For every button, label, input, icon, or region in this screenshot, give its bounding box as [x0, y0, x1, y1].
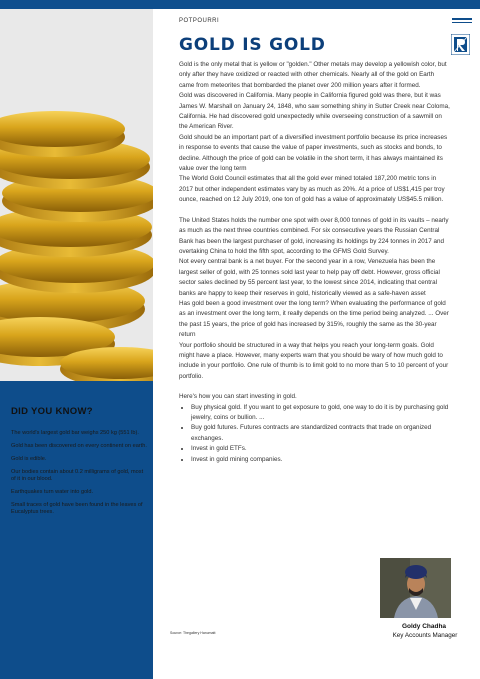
paragraph-gap [179, 206, 451, 216]
paragraph-gap [179, 382, 451, 392]
article-body [179, 60, 451, 465]
author-role: Key Accounts Manager [392, 632, 458, 639]
fact-item: Earthquakes turn water into gold. [11, 488, 94, 495]
fact-item: Gold is edible. [11, 456, 47, 463]
paragraph: The World Gold Council estimates that all the gold ever mined totaled 187,200 metric tons in 2017 but other independent estimates vary by as much as 20%. At a price of US$1,415 per troy ounce, reached on 12 July 2019, one ton of gold has a value of approximately US$45.5 million. [179, 175, 445, 204]
page-title: GOLD IS GOLD [179, 35, 326, 55]
investment-list [179, 403, 451, 465]
did-you-know-list [11, 430, 147, 522]
paragraph: Gold is the only metal that is yellow or "golden." Other metals may develop a yellowish color, but only after they have oxidized or reacted with other chemicals. Nearly all of the gold on Earth came from meteorites that bombarded the planet over 200 million years after it formed. [179, 61, 447, 89]
did-you-know-heading: DID YOU KNOW? [11, 406, 93, 417]
paragraph: Your portfolio should be structured in a way that helps you reach your long-term goals. Gold might have a place. However, many experts warn that you should be wary of how much gold to include in your portfolio. One rule of thumb is to limit gold to no more than 5 to 10 percent of your portfolio. [179, 341, 449, 380]
list-item: • Invest in gold mining companies. [191, 455, 451, 465]
left-column [0, 9, 153, 679]
did-you-know-panel [0, 381, 153, 679]
paragraph: Gold was discovered in California. Many people in California figured gold was there, but it was James W. Marshall on January 24, 1848, who saw something shiny in Sutter Creek near Coloma, California. He had discovered gold unexpectedly while overseeing construction of a sawmill on the American River. [179, 92, 450, 131]
paragraph: Has gold been a good investment over the long term? When evaluating the performance of gold as an investment over the long term, it really depends on the time period being analyzed. ... Over the past 15 years, the price of gold has increased by 315%, roughly the same as the 30-year return [179, 299, 449, 339]
gold-coins-photo [0, 9, 153, 381]
list-item: • Buy gold futures. Futures contracts are standardized contracts that trade on organized exchanges. [191, 423, 451, 444]
header-rule-thin [452, 22, 472, 23]
paragraph: The United States holds the number one spot with over 8,000 tonnes of gold in its vaults – nearly as much as the next three countries combined. For six consecutive years the Russian Central Bank has been the largest purchaser of gold, increasing its holdings by 224 tonnes in 2017 and overtaking China to hold the fifth spot, according to the GFMS Gold Survey. [179, 216, 449, 255]
paragraph: Gold should be an important part of a diversified investment portfolio because its price increases in response to events that cause the value of paper investments, such as stocks and bonds, to decline. Although the price of gold can be volatile in the short term, it has always maintained its value over the long term [179, 133, 448, 173]
fact-item: Small traces of gold have been found in the leaves of Eucalyptus trees. [11, 502, 143, 515]
company-logo-icon [451, 34, 470, 55]
section-label: POTPOURRI [179, 18, 220, 24]
list-item: • Invest in gold ETFs. [191, 444, 451, 454]
top-accent-bar [0, 0, 480, 9]
header-rule [452, 18, 472, 20]
author-photo [380, 558, 451, 618]
source-credit: Source: Thegallery Hanumatt [170, 631, 216, 635]
author-name: Goldy Chadha [401, 623, 447, 630]
list-item: • Buy physical gold. If you want to get exposure to gold, one way to do it is by purchasing gold jewelry, coins or bullion. ... [191, 403, 451, 424]
fact-item: The world's largest gold bar weighs 250 kg (551 lb). [11, 430, 139, 436]
bullets-intro: Here's how you can start investing in gold. [179, 393, 297, 401]
paragraph: Not every central bank is a net buyer. For the second year in a row, Venezuela has been the largest seller of gold, with 25 tonnes sold last year to help pay off debt. However, gross official sector sales declined by 55 percent last year, to the lowest since 2014, indicating that central banks are happy to keep their reserves in gold, historically viewed as a safe-haven asset [179, 258, 440, 297]
fact-item: Our bodies contain about 0.2 milligrams of gold, most of it in our blood. [11, 469, 144, 482]
fact-item: Gold has been discovered on every continent on earth. [11, 443, 147, 450]
